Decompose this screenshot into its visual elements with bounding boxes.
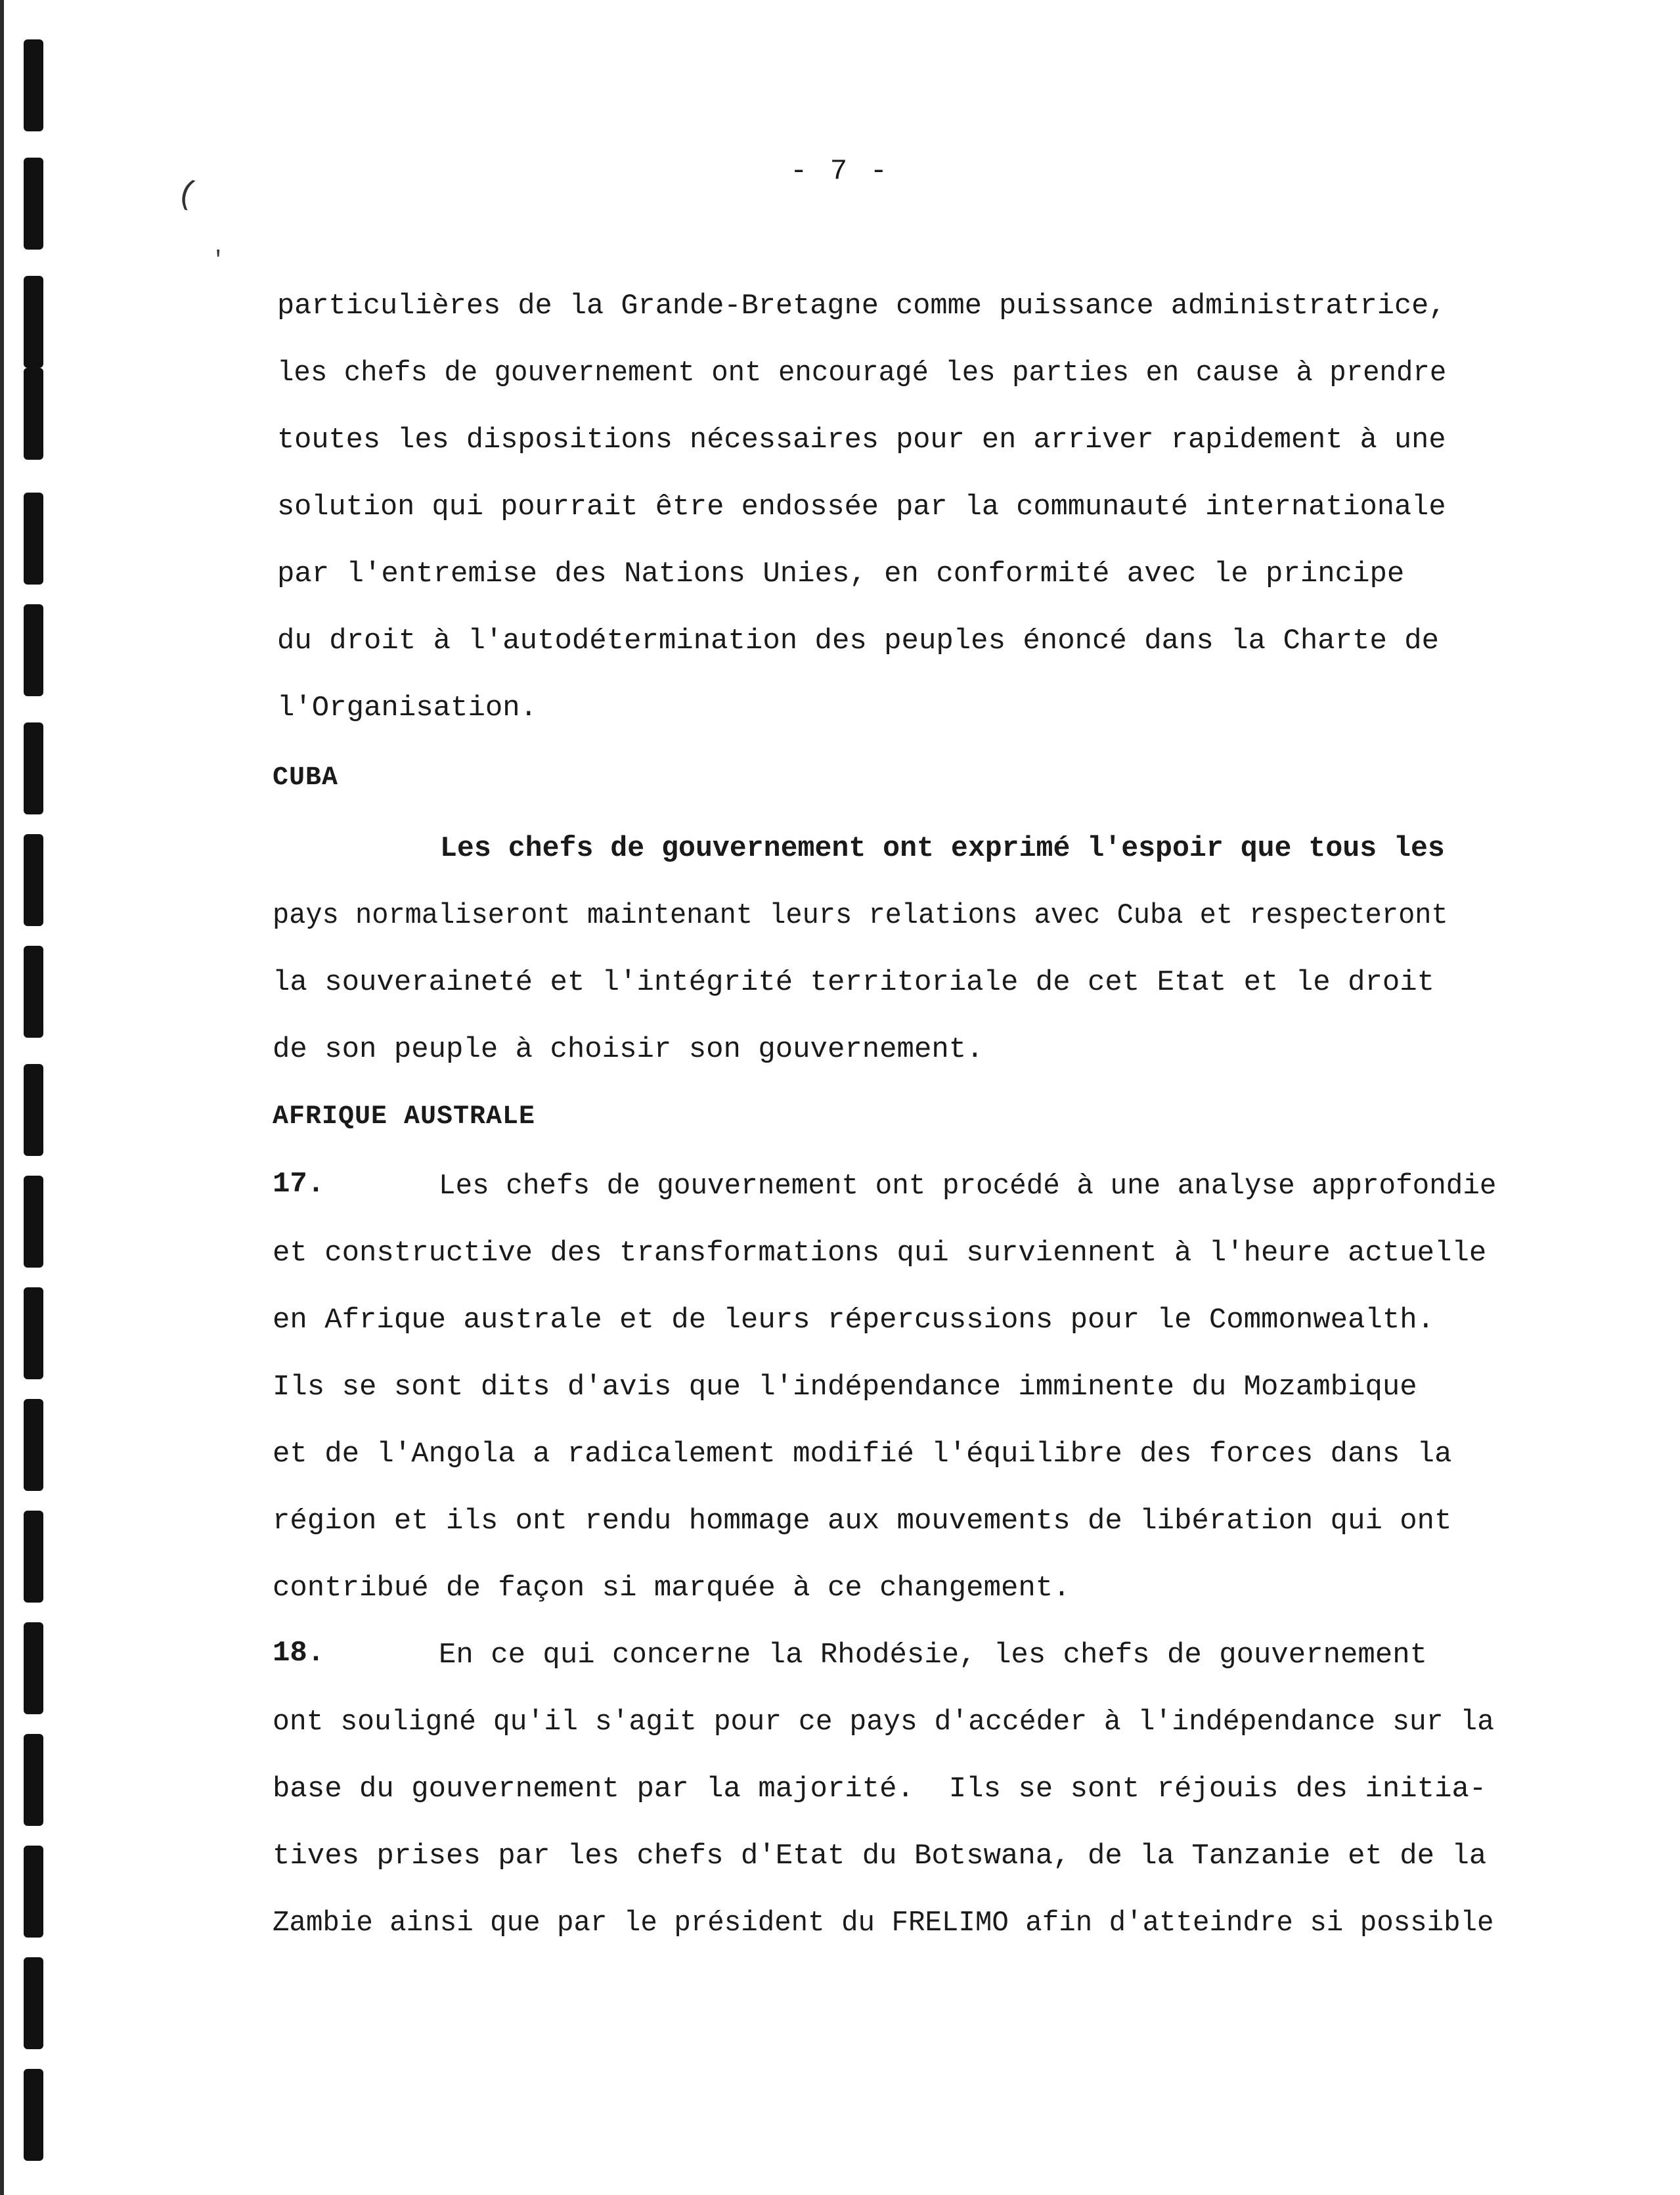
body-line: tives prises par les chefs d'Etat du Botswana, de la Tanzanie et de la <box>273 1840 1487 1873</box>
section-heading-cuba: CUBA <box>273 763 339 793</box>
page-number: - 7 - <box>789 155 891 188</box>
body-line: ont souligné qu'il s'agit pour ce pays d'accéder à l'indépendance sur la <box>273 1706 1495 1739</box>
body-line: pays normaliseront maintenant leurs relations avec Cuba et respecteront <box>273 899 1448 932</box>
body-line: du droit à l'autodétermination des peuples énoncé dans la Charte de <box>277 625 1440 657</box>
body-line: contribué de façon si marquée à ce changement. <box>273 1572 1071 1605</box>
body-line: par l'entremise des Nations Unies, en conformité avec le principe <box>277 558 1405 590</box>
body-line: en Afrique australe et de leurs répercussions pour le Commonwealth. <box>273 1304 1435 1337</box>
body-line: Zambie ainsi que par le président du FRELIMO afin d'atteindre si possible <box>273 1907 1494 1940</box>
body-line: et constructive des transformations qui surviennent à l'heure actuelle <box>273 1237 1487 1270</box>
body-line: solution qui pourrait être endossée par la communauté internationale <box>277 491 1446 523</box>
body-line: Les chefs de gouvernement ont procédé à une analyse approfondie <box>439 1170 1497 1203</box>
body-line: de son peuple à choisir son gouvernement. <box>273 1033 984 1066</box>
body-line: base du gouvernement par la majorité. Ils se sont réjouis des initia- <box>273 1773 1487 1806</box>
paragraph-number-17: 17. <box>273 1168 325 1201</box>
body-line: toutes les dispositions nécessaires pour en arriver rapidement à une <box>277 424 1446 456</box>
body-line: Ils se sont dits d'avis que l'indépendance imminente du Mozambique <box>273 1371 1417 1404</box>
paragraph-number-18: 18. <box>273 1637 325 1670</box>
body-line: et de l'Angola a radicalement modifié l'équilibre des forces dans la <box>273 1438 1452 1471</box>
pen-mark: ( <box>173 174 202 215</box>
body-line: les chefs de gouvernement ont encouragé les parties en cause à prendre <box>277 357 1447 389</box>
body-line: Les chefs de gouvernement ont exprimé l'espoir que tous les <box>440 832 1445 865</box>
section-heading-afrique-australe: AFRIQUE AUSTRALE <box>273 1102 536 1132</box>
body-line: particulières de la Grande-Bretagne comme puissance administratrice, <box>277 290 1446 322</box>
body-line: la souveraineté et l'intégrité territoriale de cet Etat et le droit <box>273 966 1435 999</box>
body-line: En ce qui concerne la Rhodésie, les chefs de gouvernement <box>439 1639 1428 1672</box>
body-line: région et ils ont rendu hommage aux mouvements de libération qui ont <box>273 1505 1452 1538</box>
body-line: l'Organisation. <box>277 692 538 724</box>
pen-mark: ' <box>211 248 225 273</box>
